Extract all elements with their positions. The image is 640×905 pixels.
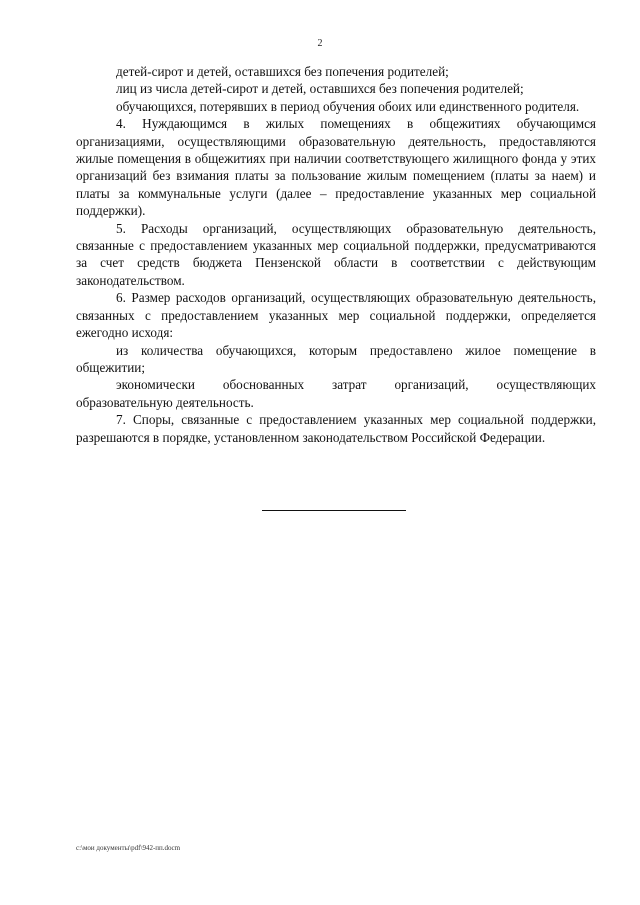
paragraph-item-5: 5. Расходы организаций, осуществляющих образовательную деятельность, связанные с предоставлением указанных мер социальной поддержки, предусматриваются за счет средств бюджета Пензенской области в соответствии с действующим законодательством. — [76, 220, 596, 288]
paragraph-item-7: 7. Споры, связанные с предоставлением указанных мер социальной поддержки, разрешаются в порядке, установленном законодательством Российской Федерации. — [76, 412, 596, 445]
end-separator-line — [262, 510, 406, 511]
paragraph-economic-costs: экономически обоснованных затрат организаций, осуществляющих образовательную деятельность. — [76, 377, 596, 410]
paragraph-item-6: 6. Размер расходов организаций, осуществляющих образовательную деятельность, связанных с предоставлением указанных мер социальной поддержки, определяется ежегодно исходя: — [76, 290, 596, 341]
paragraph-orphans: детей-сирот и детей, оставшихся без попечения родителей; — [116, 64, 449, 79]
footer-file-path: c:\мои документы\pdf\942-пп.docm — [76, 844, 181, 852]
paragraph-students-lost-parents: обучающихся, потерявших в период обучения обоих или единственного родителя. — [116, 98, 580, 114]
paragraph-item-4: 4. Нуждающимся в жилых помещениях в общежитиях обучающимся организациями, осуществляющими образовательную деятельность, предоставляются жилые помещения в общежитиях при наличии соответствующего жилищного фонда у этих организаций без взимания платы за пользование жилым помещением (платы за наем) и платы за коммунальные услуги (далее – предоставление указанных мер социальной поддержки). — [76, 116, 596, 219]
page-number: 2 — [317, 38, 323, 49]
document-body — [76, 63, 596, 446]
paragraph-number-of-students: из количества обучающихся, которым предоставлено жилое помещение в общежитии; — [76, 342, 596, 375]
paragraph-persons-among-orphans: лиц из числа детей-сирот и детей, оставшихся без попечения родителей; — [116, 81, 524, 97]
